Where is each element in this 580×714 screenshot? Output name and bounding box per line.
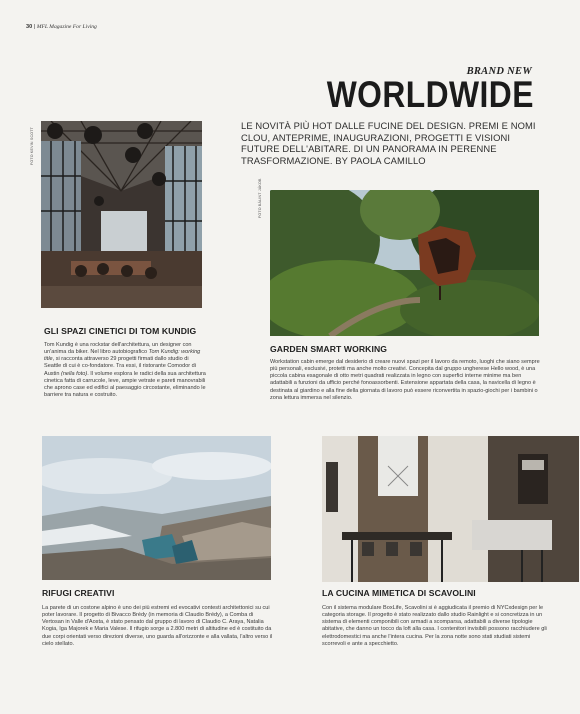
- article-body: La parete di un costone alpino è uno dei più estremi ed evocativi contesti architettonici su cui poter lavorare. Il progetto di Bivacco Brédy (in memoria di Claudio Brédy), a Comba di Vertosan in Valle d'Aosta, è stato pensato dal gruppo di lavoro di Claudio C. Araya, Natalia Kogia, Iga Majorek e Maria Valese. Il rifugio sorge a 2.800 metri di altitudine ed è costituito da due corpi orientati verso direzioni diverse, uno guarda all'orizzonte e alla vallata, l'altro verso il cielo stellato.: [42, 605, 273, 647]
- folio: [26, 24, 97, 30]
- article-headline: LA CUCINA MIMETICA DI SCAVOLINI: [322, 588, 476, 598]
- scavolini-photo: [322, 436, 579, 582]
- section-intro: LE NOVITÀ PIÙ HOT DALLE FUCINE DEL DESIGN. PREMI E NOMI CLOU, ANTEPRIME, INAUGURAZIONI, PROGETTI E VISIONI FUTURE DELL'ABITARE. DI UN PANORAMA IN PERENNE TRASFORMAZIONE. BY PAOLA CAMILLO: [241, 120, 536, 166]
- magazine-name: MFL Magazine For Living: [36, 24, 97, 30]
- page-number: 30: [26, 24, 33, 30]
- article-headline: GARDEN SMART WORKING: [270, 344, 388, 354]
- article-body: Con il sistema modulare BoxLife, Scavolini si è aggiudicata il premio di NYCxdesign per le categoria storage. Il progetto è stato realizzato dallo studio Rainlight e si concretizza in un sistema di elementi componibili con armadi a scomparsa, adattabili a diverse tipologie abitative, che danno un tocco da loft alla casa. I contenitori invisibili possono racchiudere gli elettrodomestici ma anche l'intera cucina. Per la zona notte sono stati studiati sistemi scorrevoli e ante a specchietto.: [322, 605, 547, 647]
- article-headline: RIFUGI CREATIVI: [42, 588, 115, 598]
- kundig-photo: [41, 121, 202, 308]
- rifugi-photo: [42, 436, 271, 580]
- article-body: Workstation cabin emerge dal desiderio di creare nuovi spazi per il lavoro da remoto, luoghi che siano sempre più personali, esclusivi, protetti ma anche molto creativi. Concepita dal gruppo ungherese Hello wood, è una piccola cabina esagonale di otto metri quadrati realizzata in legno con superfici interne minime ma ben adattabili a funzioni da ufficio perché fonoassorbenti. Estensione appartata della casa, la navicella di legno è destinata al giardino e alla fine della giornata di lavoro può essere riconvertita in spazio-giochi per i bambini o zona lettura immersa nel silenzio.: [270, 359, 540, 401]
- photo-credit: FOTO BÁLINT JÁKOB: [258, 178, 262, 218]
- garden-photo: [270, 190, 539, 336]
- article-body: Tom Kundig è una rockstar dell'architettura, un designer con un'anima da biker. Nel libro autobiografico Tom Kundig: working title, si racconta attraverso 29 progetti firmati dallo studio di Seattle di cui è co-fondatore. Tra essi, il ristorante Comodor di Austin (nella foto). Il volume esplora le radici della sua architettura cinetica fatta di carrucole, leve, ampie vetrate e pareti manovrabili che aprono case ed edifici al paesaggio circostante, eliminando le barriere tra natura e costruito.: [44, 342, 206, 399]
- article-headline: GLI SPAZI CINETICI DI TOM KUNDIG: [44, 326, 197, 336]
- section-title: WORLDWIDE: [326, 74, 534, 115]
- photo-credit: FOTO KEVIN SCOTT: [30, 126, 34, 165]
- folio-separator: |: [33, 24, 36, 30]
- section-kicker: BRAND NEW: [466, 66, 532, 77]
